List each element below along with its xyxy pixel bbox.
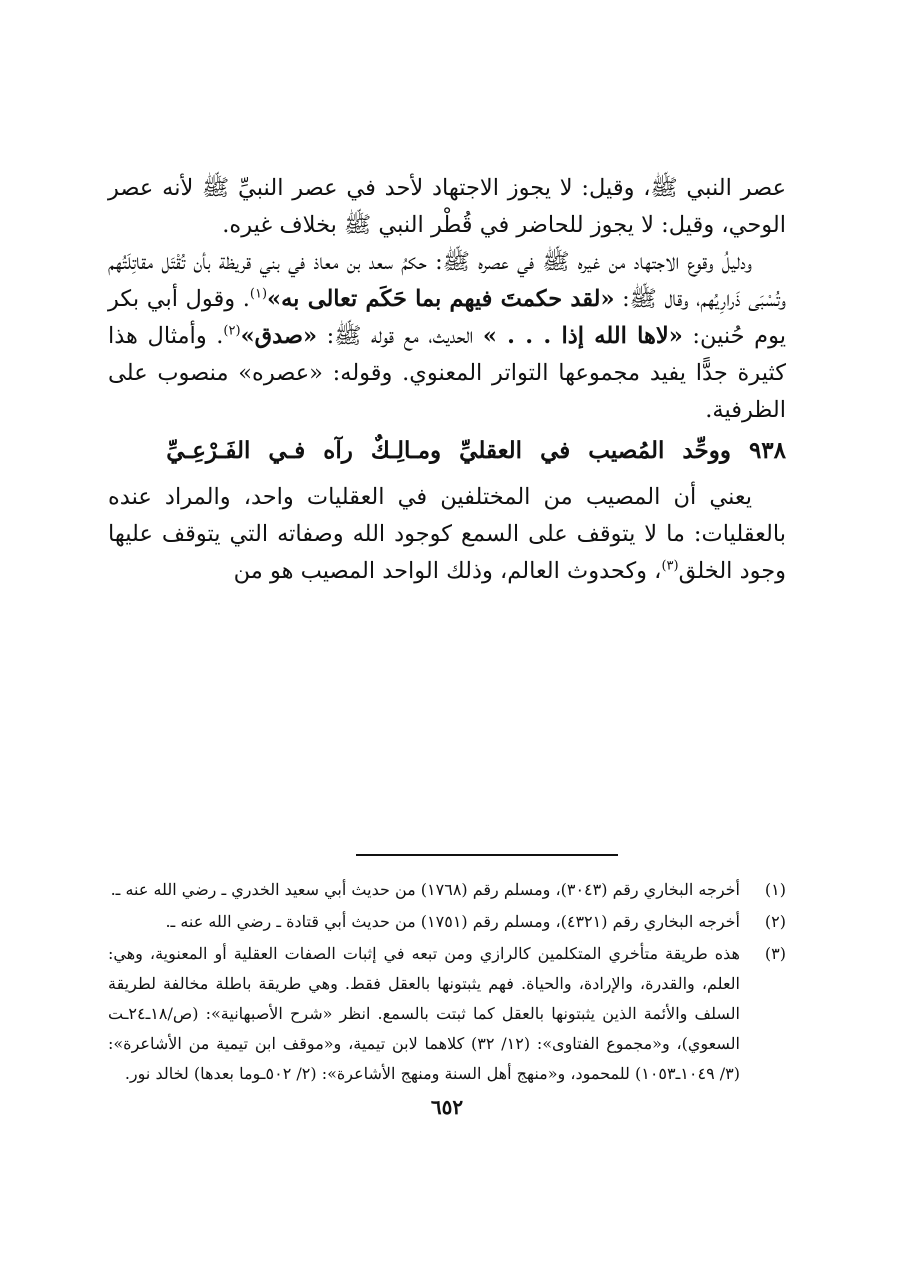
footnote-text: أخرجه البخاري رقم (٤٣٢١)، ومسلم رقم (١٧٥١) من حديث أبي قتادة ـ رضي الله عنه ـ.	[165, 912, 740, 931]
paragraph-2-part-g: . وأمثال هذا كثيرة جدًّا يفيد مجموعها التواتر المعنوي. وقوله: «عصره» منصوب على الظرفية.	[108, 323, 786, 423]
footnote-ref-1[interactable]: (١)	[249, 286, 268, 302]
verse-938: ٩٣٨ ووحِّد المُصيب في العقليِّ ومـالِـكٌ رآه فـي الفَـرْعِـيِّ	[166, 437, 786, 464]
footnote-number: (٣)	[764, 944, 786, 963]
page-number: ٦٥٢	[430, 1095, 464, 1119]
hadith-quote-1: «لقد حكمتَ فيهم بما حَكَم تعالى به»	[267, 286, 615, 312]
paragraph-2-part-e: الحديث، مع قوله ﷺ:	[317, 323, 483, 349]
footnote-1	[108, 875, 786, 905]
footnote-number: (٢)	[764, 912, 786, 931]
paragraph-3-part-a: يعني أن المصيب من المختلفين في العقليات واحد، والمراد عنده بالعقليات: ما لا يتوقف على السمع كوجود الله وصفاته التي يتوقف عليها وجود الخلق	[108, 484, 786, 584]
footnote-ref-3[interactable]: (٣)	[661, 558, 679, 574]
paragraph-2-part-a: ودليلُ وقوع الاجتهاد من غيره ﷺ في عصره ﷺ: حكمُ سعد بن معاذ في بني قريظة بأن تُقْتَل مقاتِلَتُهم وتُسْبَى ذَرارِيُهم، وقال ﷺ:	[108, 249, 786, 312]
footnote-divider	[356, 854, 618, 856]
footnote-number: (١)	[764, 880, 786, 899]
page	[108, 170, 786, 1119]
paragraph-2-part-c: . وقول أبي بكر يوم حُنين:	[108, 286, 786, 349]
hadith-quote-2: «لاها الله إذا . . . »	[482, 323, 683, 349]
paragraph-1: عصر النبي ﷺ، وقيل: لا يجوز الاجتهاد لأحد في عصر النبيِّ ﷺ لأنه عصر الوحي، وقيل: لا يجوز للحاضر في قُطْر النبي ﷺ بخلاف غيره.	[108, 175, 786, 238]
paragraph-2	[108, 244, 786, 429]
footnote-2	[108, 907, 786, 937]
footnote-text: هذه طريقة متأخري المتكلمين كالرازي ومن تبعه في إثبات الصفات العقلية أو المعنوية، وهي: العلم، والقدرة، والإرادة، والحياة. فهم يثبتونها بالعقل فقط. وهي طريقة باطلة مخالفة لطريقة السلف والأئمة الذين يثبتونها بالعقل كما ثبتت بالسمع. انظر «شرح الأصبهانية»: (ص/١٨ـ٢٤ـت السعوي)، و«مجموع الفتاوى»: (١٢/ ٣٢) كلاهما لابن تيمية، و«موقف ابن تيمية من الأشاعرة»: (٣/ ١٠٤٩ـ١٠٥٣) للمحمود، و«منهج أهل السنة ومنهج الأشاعرة»: (٢/ ٥٠٢ـوما بعدها) لخالد نور.	[108, 944, 740, 1083]
paragraph-3-part-b: ، وكحدوث العالم، وذلك الواحد المصيب هو من	[233, 558, 662, 584]
paragraph-3	[108, 479, 786, 590]
hadith-quote-3: «صدق»	[240, 323, 318, 349]
main-text	[108, 170, 786, 590]
footnote-3	[108, 939, 786, 1089]
footnote-ref-2[interactable]: (٢)	[223, 323, 241, 339]
footnote-text: أخرجه البخاري رقم (٣٠٤٣)، ومسلم رقم (١٧٦٨) من حديث أبي سعيد الخدري ـ رضي الله عنه ـ.	[110, 880, 740, 899]
footnotes	[108, 875, 786, 1091]
